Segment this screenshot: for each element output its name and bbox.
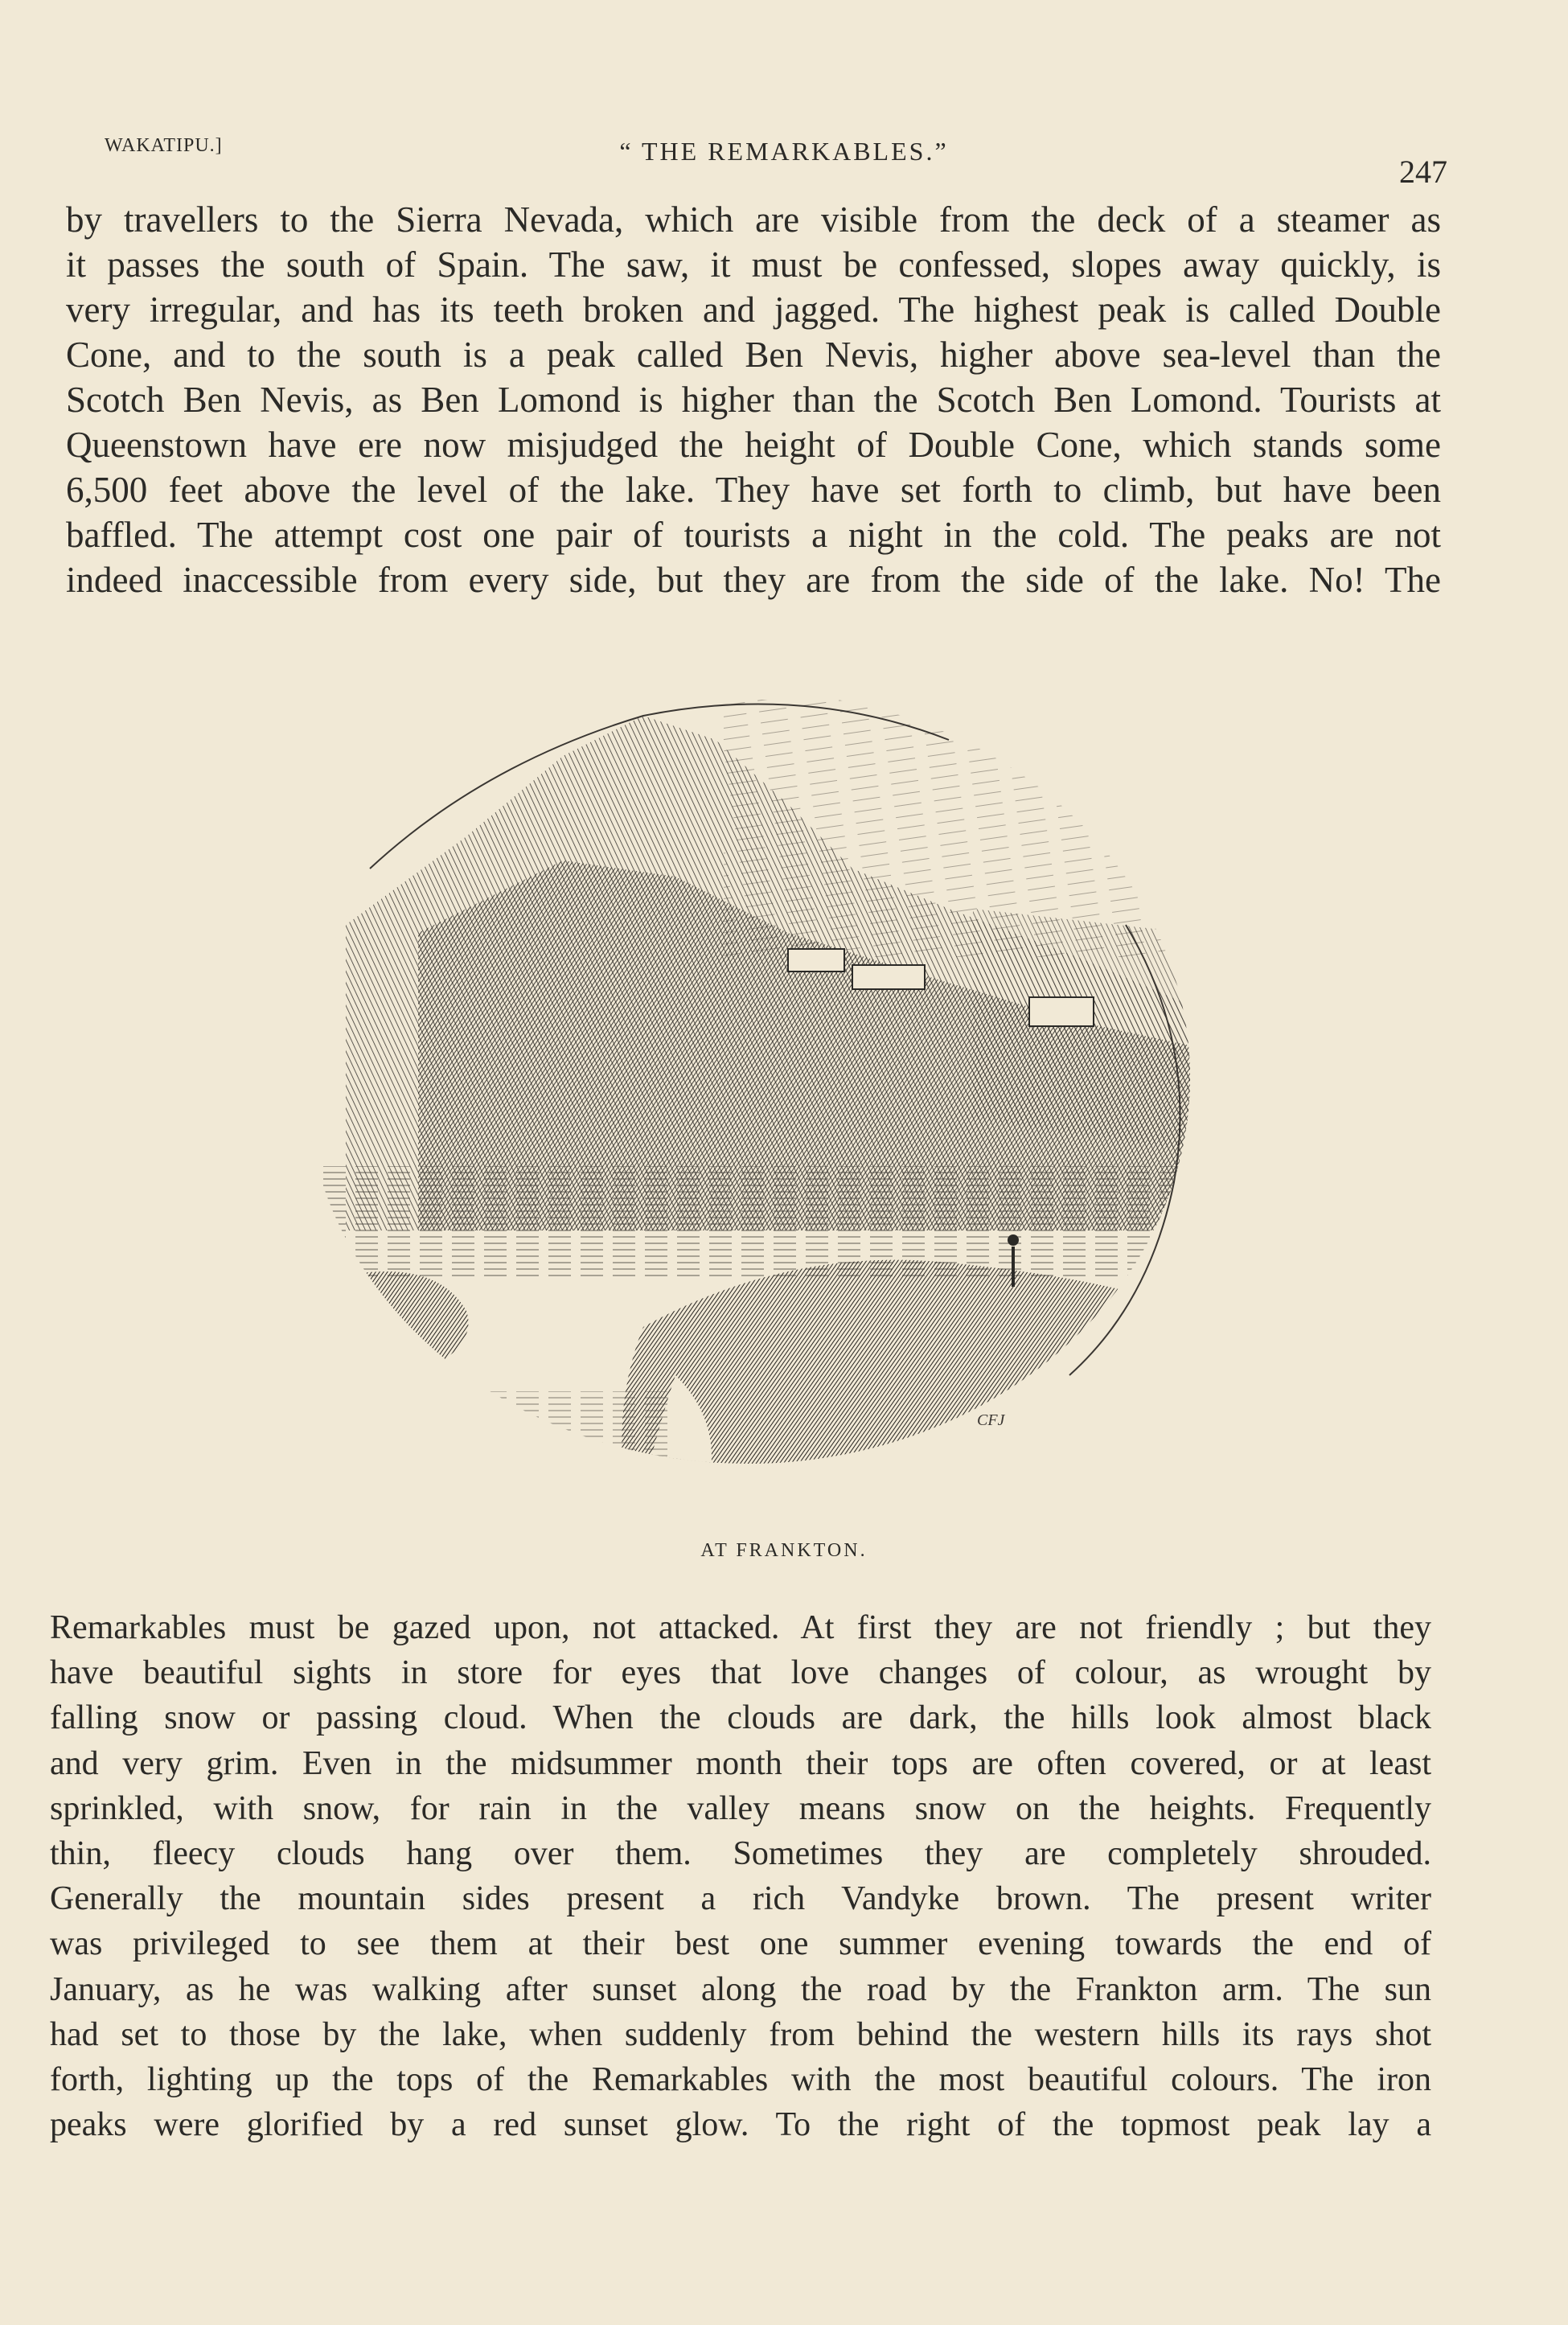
running-head-section: WAKATIPU.] — [105, 135, 223, 156]
text-line: sprinkled, with snow, for rain in the valley means snow on the heights. Frequently — [50, 1789, 1431, 1827]
text-line: was privileged to see them at their best one summer evening towards the end of — [50, 1925, 1431, 1963]
text-line: baffled. The attempt cost one pair of tourists a night in the cold. The peaks are not — [66, 515, 1441, 555]
text-line: thin, fleecy clouds hang over them. Sometimes they are completely shrouded. — [50, 1835, 1431, 1873]
text-line: forth, lighting up the tops of the Remarkables with the most beautiful colours. The iron — [50, 2061, 1431, 2099]
text-line: Queenstown have ere now misjudged the height of Double Cone, which stands some — [66, 425, 1441, 465]
figure-caption: AT FRANKTON. — [700, 1540, 868, 1561]
running-head — [0, 129, 1568, 190]
text-line: indeed inaccessible from every side, but they are from the side of the lake. No! The — [66, 560, 1441, 600]
engraving-image — [225, 668, 1254, 1504]
text-line: by travellers to the Sierra Nevada, which are visible from the deck of a steamer as — [66, 199, 1441, 240]
text-line: Scotch Ben Nevis, as Ben Lomond is higher than the Scotch Ben Lomond. Tourists at — [66, 380, 1441, 420]
text-line: peaks were glorified by a red sunset glow. To the right of the topmost peak lay a — [50, 2106, 1431, 2144]
page-number: 247 — [1399, 154, 1447, 190]
text-line: 6,500 feet above the level of the lake. They have set forth to climb, but have been — [66, 470, 1441, 510]
text-line: falling snow or passing cloud. When the clouds are dark, the hills look almost black — [50, 1699, 1431, 1737]
engraver-signature: CFJ — [977, 1411, 1005, 1429]
top-paragraph — [66, 197, 1441, 602]
text-line: Generally the mountain sides present a rich Vandyke brown. The present writer — [50, 1880, 1431, 1918]
text-line: Cone, and to the south is a peak called Ben Nevis, higher above sea-level than the — [66, 335, 1441, 375]
bottom-paragraph — [50, 1605, 1431, 2147]
frankton-engraving — [225, 668, 1254, 1504]
text-line: had set to those by the lake, when suddenly from behind the western hills its rays shot — [50, 2015, 1431, 2053]
running-head-title: “ THE REMARKABLES.” — [619, 137, 949, 166]
text-line: it passes the south of Spain. The saw, it must be confessed, slopes away quickly, is — [66, 244, 1441, 285]
text-line: Remarkables must be gazed upon, not attacked. At first they are not friendly ; but they — [50, 1609, 1431, 1646]
text-line: have beautiful sights in store for eyes that love changes of colour, as wrought by — [50, 1654, 1431, 1692]
text-line: very irregular, and has its teeth broken and jagged. The highest peak is called Double — [66, 290, 1441, 330]
text-line: January, as he was walking after sunset along the road by the Frankton arm. The sun — [50, 1970, 1431, 2008]
text-line: and very grim. Even in the midsummer month their tops are often covered, or at least — [50, 1744, 1431, 1782]
